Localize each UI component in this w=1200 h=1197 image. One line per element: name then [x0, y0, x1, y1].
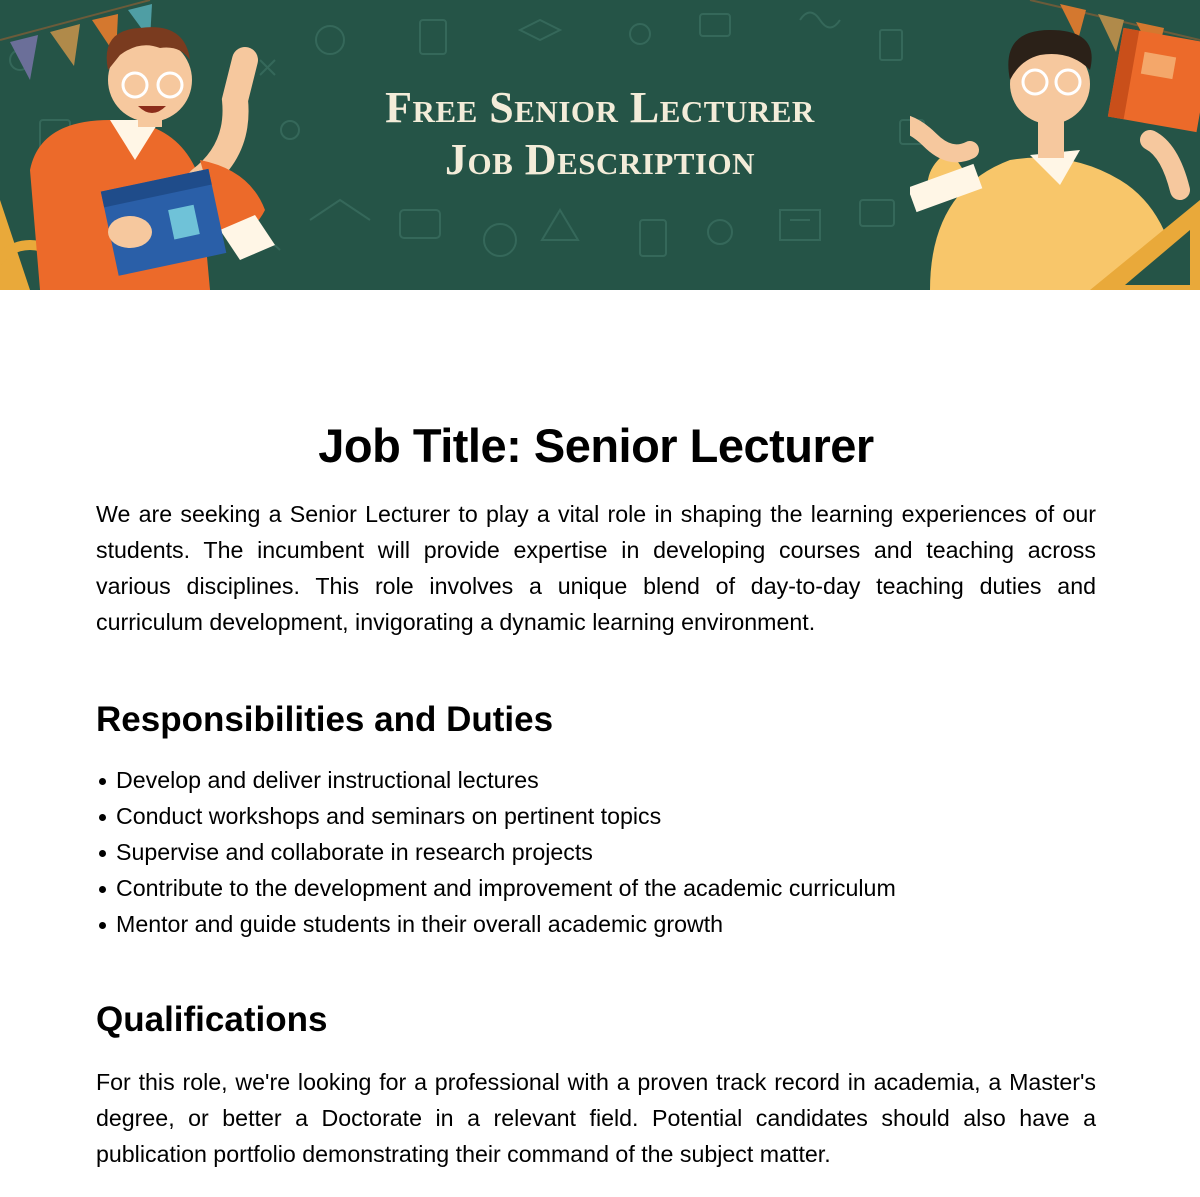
document-body	[96, 414, 1096, 1172]
banner-title-line-1: Free Senior Lecturer	[385, 83, 815, 132]
list-item: Supervise and collaborate in research projects	[96, 834, 1096, 870]
list-item: Mentor and guide students in their overall academic growth	[96, 906, 1096, 942]
qualifications-paragraph: For this role, we're looking for a professional with a proven track record in academia, a Master's degree, or better a Doctorate in a relevant field. Potential candidates should also have a publication portfolio demonstrating their command of the subject matter.	[96, 1069, 1096, 1167]
responsibilities-list	[96, 762, 1096, 942]
intro-paragraph: We are seeking a Senior Lecturer to play a vital role in shaping the learning experiences of our students. The incumbent will provide expertise in developing courses and teaching across various disciplines. This role involves a unique blend of day-to-day teaching duties and curriculum development, invigorating a dynamic learning environment.	[96, 501, 1096, 635]
responsibilities-heading: Responsibilities and Duties	[96, 700, 554, 739]
banner-title-line-2: Job Description	[445, 135, 755, 184]
list-item: Develop and deliver instructional lectures	[96, 762, 1096, 798]
job-title-heading: Job Title: Senior Lecturer	[318, 419, 874, 472]
list-item: Conduct workshops and seminars on pertinent topics	[96, 798, 1096, 834]
banner-title	[0, 82, 1200, 186]
qualifications-heading: Qualifications	[96, 1000, 328, 1039]
list-item: Contribute to the development and improvement of the academic curriculum	[96, 870, 1096, 906]
header-banner	[0, 0, 1200, 290]
